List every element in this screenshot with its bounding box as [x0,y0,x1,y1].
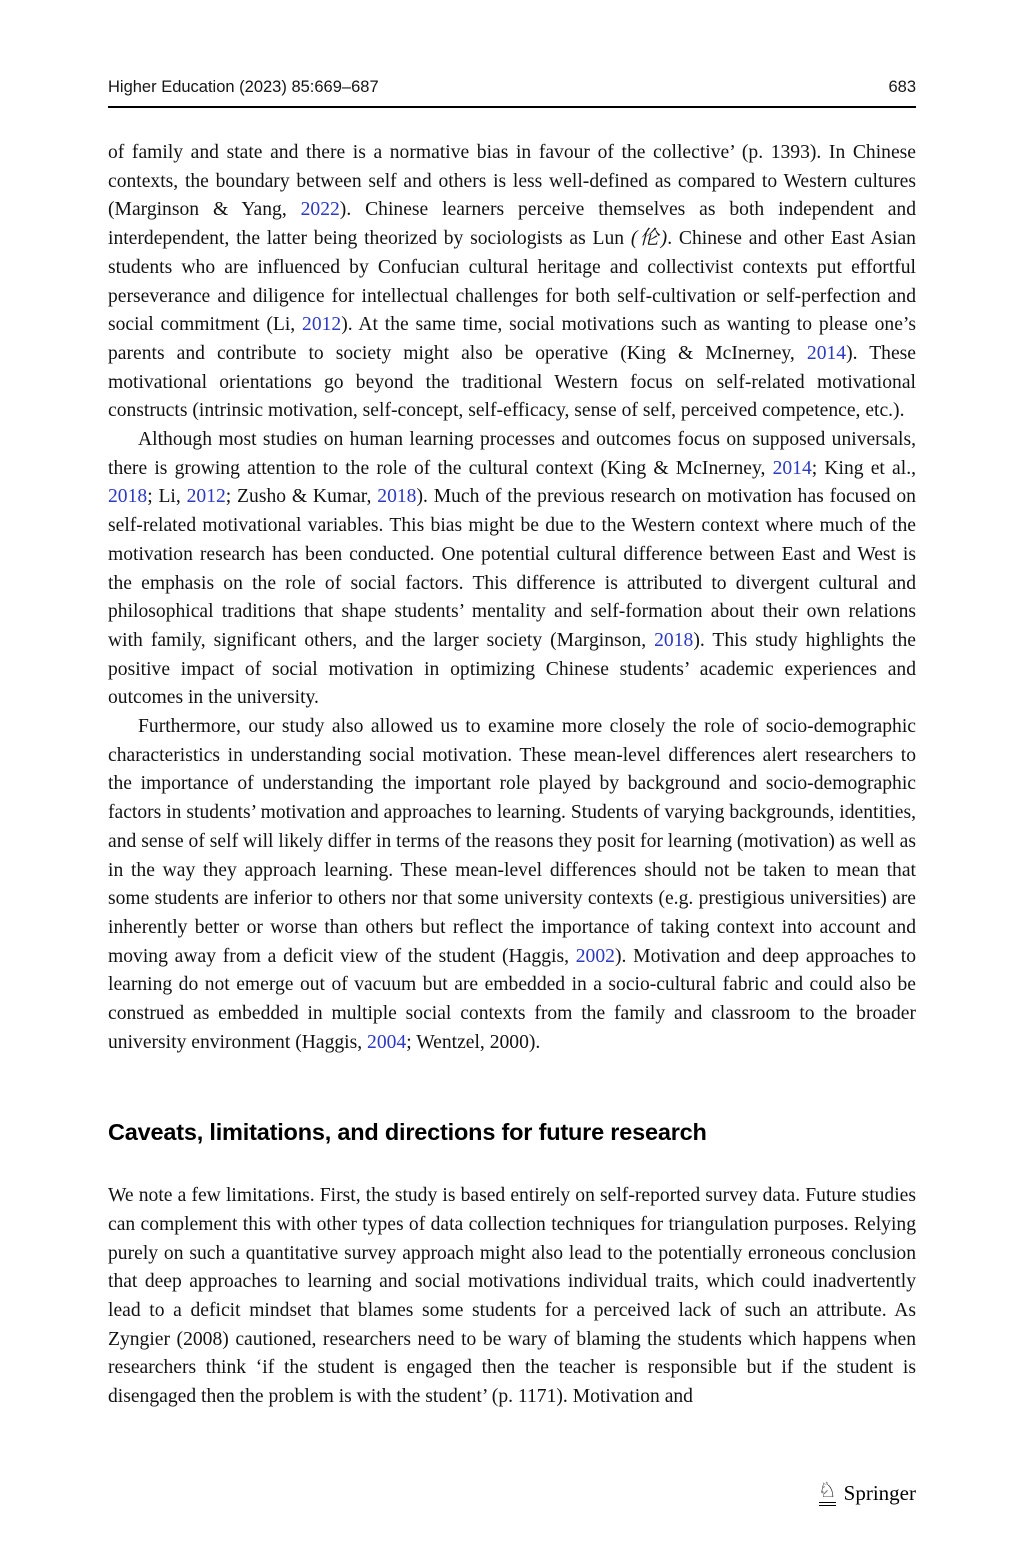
citation-link[interactable]: 2004 [367,1031,407,1053]
citation-link[interactable]: 2022 [300,199,340,221]
body-text: Although most studies on human learning processes and outcomes focus on supposed universals, there is growing attention to the role of the cultural context (King & McInerney, [108,429,916,479]
running-head [108,78,916,97]
page-footer [818,1480,916,1506]
citation-link[interactable]: 2018 [654,629,694,651]
page-number: 683 [888,78,916,96]
citation-link[interactable]: 2014 [806,342,847,364]
citation-link[interactable]: 2018 [108,486,148,508]
paragraph [108,426,916,713]
body-text: ). This study highlights the positive impact of social motivation in optimizing Chinese students’ academic experiences and outcomes in the university. [108,629,916,709]
body-text: ). Much of the previous research on motivation has focused on self-related motivational variables. This bias might be due to the Western context where much of the motivation research has been conducted. One potential cultural difference between East and West is the emphasis on the role of social factors. This difference is attributed to divergent cultural and philosophical traditions that shape students’ mentality and self-formation about their own relations with family, significant others, and the larger society (Marginson, [108,486,916,651]
publisher-name: Springer [843,1480,916,1505]
section-heading: Caveats, limitations, and directions for future research [108,1118,707,1145]
citation-link[interactable]: 2018 [377,486,417,508]
body-text: We note a few limitations. First, the study is based entirely on self-reported survey data. Future studies can complement this with other types of data collection techniques for triangulation purposes. Relying purely on such a quantitative survey approach might also lead to the potentially erroneous conclusion that deep approaches to learning and social motivations individual traits, which could inadvertently lead to a deficit mindset that blames some students for a perceived lack of such an attribute. As Zyngier (2008) cautioned, researchers need to be wary of blaming the students which happens when researchers think ‘if the student is engaged then the teacher is responsible but if the student is disengaged then the problem is with the student’ (p. 1171). Motivation and [108,1185,916,1408]
citation-link[interactable]: 2014 [772,457,812,479]
body-text: Furthermore, our study also allowed us to examine more closely the role of socio-demographic characteristics in understanding social motivation. These mean-level differences alert researchers to the importance of understanding the important role played by background and socio-demographic factors in students’ motivation and approaches to learning. Students of varying backgrounds, identities, and sense of self will likely differ in terms of the reasons they posit for learning (motivation) as well as in the way they approach learning. These mean-level differences should not be taken to mean that some students are inferior to others nor that some university contexts (e.g. prestigious universities) are inherently better or worse than others but reflect the importance of taking context into account and moving away from a deficit view of the student (Haggis, [108,716,916,967]
journal-citation: Higher Education (2023) 85:669–687 [108,78,379,96]
body-text: ; Wentzel, 2000). [406,1031,541,1053]
citation-link[interactable]: 2002 [575,945,615,967]
article-body [108,139,916,1412]
body-text: ). These motivational orientations go beyond the traditional Western focus on self-related motivational constructs (intrinsic motivation, self-concept, self-efficacy, sense of self, perceived competence, etc.). [108,342,916,422]
header-rule [108,106,916,108]
springer-horse-logo-icon: ♘ [818,1480,837,1506]
paragraph [108,1182,916,1412]
body-text: ). Motivation and deep approaches to learning do not emerge out of vacuum but are embedded in a socio-cultural fabric and could also be construed as embedded in multiple social contexts from the family and classroom to the broader university environment (Haggis, [108,945,916,1053]
body-text: ). Chinese learners perceive themselves as both independent and interdependent, the latter being theorized by sociologists as Lun [108,199,917,250]
citation-link[interactable]: 2012 [302,314,342,336]
citation-link[interactable]: 2012 [186,486,226,508]
body-text: of family and state and there is a normative bias in favour of the collective’ (p. 1393). In Chinese contexts, the boundary between self and others is less well-defined as compared to Western cultures (Marginson & Yang, [108,142,916,221]
paragraph [108,139,916,426]
body-text: ; Li, [147,486,187,508]
body-text: . Chinese and other East Asian students who are influenced by Confucian cultural heritage and collectivist contexts put effortful perseverance and diligence for intellectual challenges for both self-cultivation or self-perfection and social commitment (Li, [108,228,916,336]
italic-text: (伦) [630,228,668,250]
paragraph [108,713,916,1057]
body-text: ; King et al., [811,457,916,479]
body-text: ; Zusho & Kumar, [225,486,378,508]
body-text: ). At the same time, social motivations such as wanting to please one’s parents and contribute to society might also be operative (King & McInerney, [108,314,916,364]
